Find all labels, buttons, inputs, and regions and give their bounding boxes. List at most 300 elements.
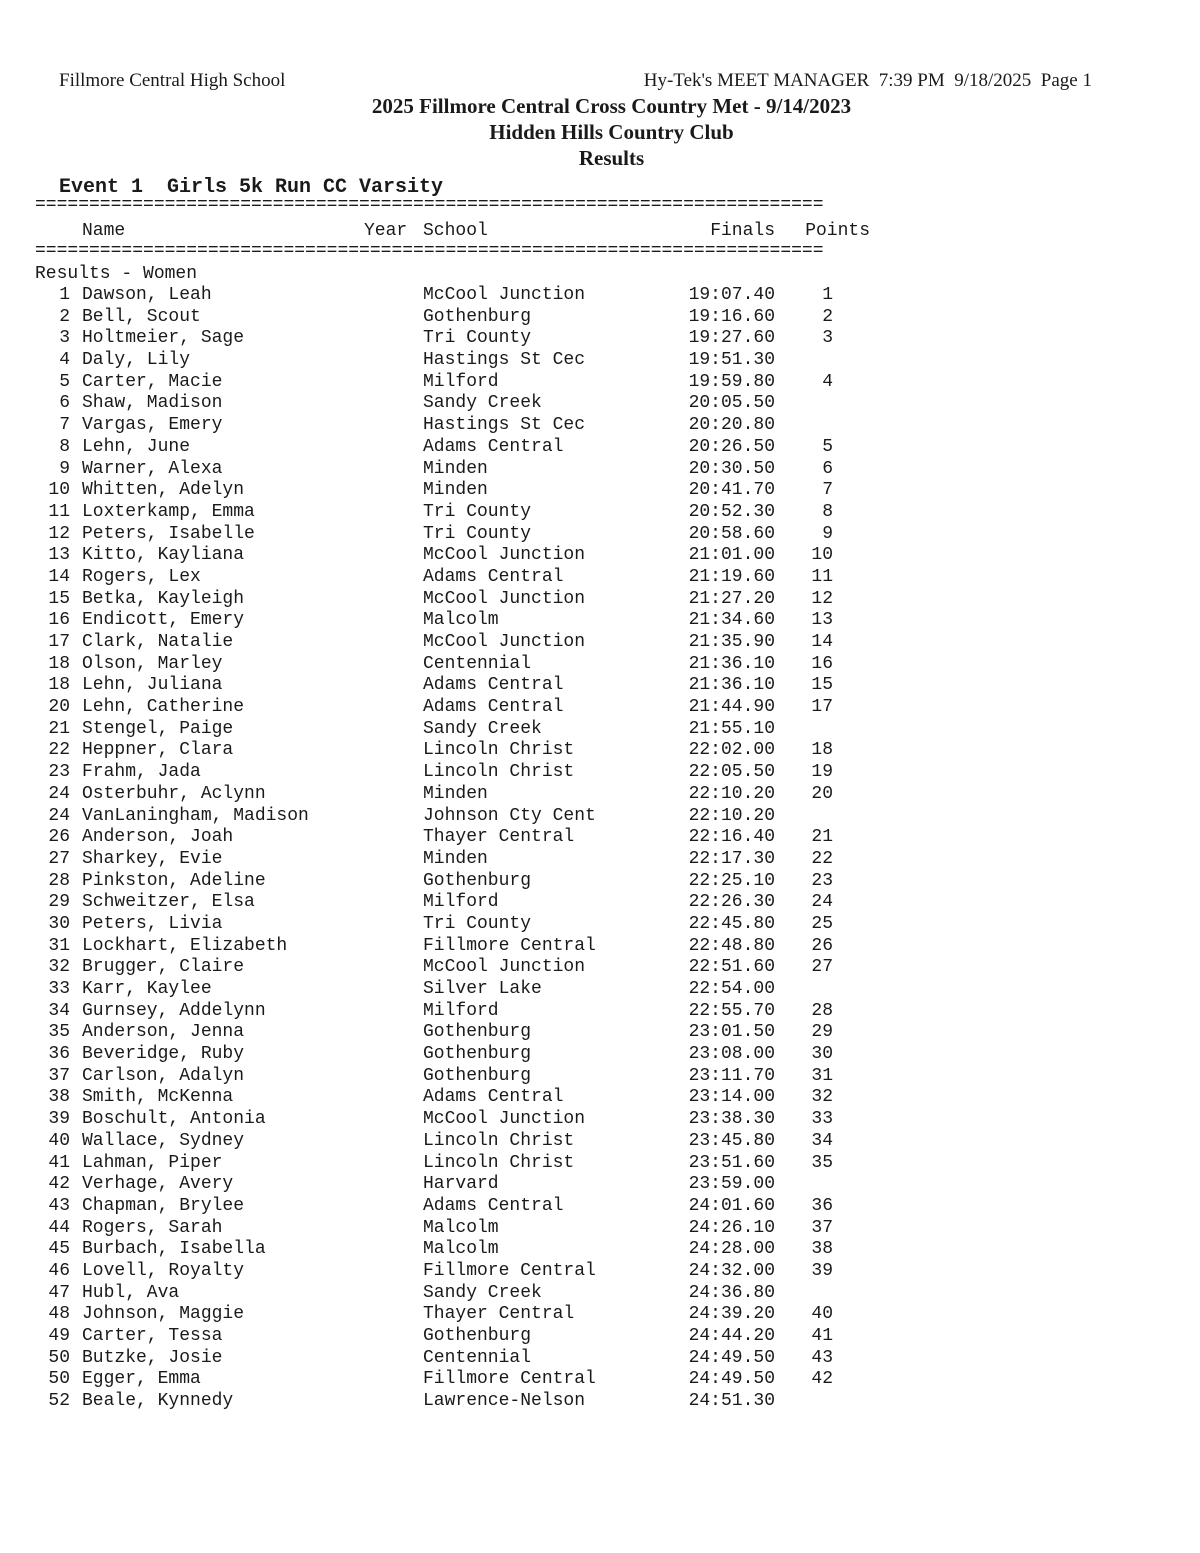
result-points: 37 [811, 1217, 833, 1238]
result-points: 34 [811, 1130, 833, 1151]
result-place: 40 [48, 1130, 70, 1151]
result-points: 7 [822, 480, 833, 501]
result-points: 8 [822, 501, 833, 522]
result-finals-time: 19:27.60 [688, 328, 775, 349]
result-row [0, 1369, 900, 1391]
result-points: 16 [811, 653, 833, 674]
result-finals-time: 22:25.10 [688, 870, 775, 891]
result-school: McCool Junction [423, 1109, 586, 1130]
result-place: 29 [48, 892, 70, 913]
result-row [0, 1326, 900, 1348]
result-school: Thayer Central [423, 1304, 575, 1325]
result-name: Anderson, Jenna [82, 1022, 245, 1043]
result-place: 32 [48, 957, 70, 978]
result-school: Tri County [423, 501, 532, 522]
result-points: 33 [811, 1109, 833, 1130]
result-finals-time: 23:51.60 [688, 1152, 775, 1173]
result-name: VanLaningham, Madison [82, 805, 309, 826]
result-place: 17 [48, 632, 70, 652]
result-points: 35 [811, 1152, 833, 1173]
result-place: 42 [48, 1174, 70, 1195]
result-place: 21 [48, 718, 70, 739]
result-place: 28 [48, 870, 70, 891]
result-points: 25 [811, 913, 833, 934]
result-finals-time: 21:44.90 [688, 697, 775, 718]
result-row [0, 654, 900, 676]
result-name: Betka, Kayleigh [82, 588, 245, 609]
result-name: Vargas, Emery [82, 415, 223, 436]
result-row [0, 871, 900, 893]
result-row [0, 1044, 900, 1066]
result-school: Hastings St Cec [423, 350, 586, 371]
venue-name: Hidden Hills Country Club [489, 120, 734, 144]
result-place: 27 [48, 848, 70, 869]
result-name: Peters, Livia [82, 913, 223, 934]
result-school: Gothenburg [423, 306, 532, 327]
result-finals-time: 21:36.10 [688, 675, 775, 696]
result-row [0, 1087, 900, 1109]
result-place: 13 [48, 545, 70, 566]
result-school: McCool Junction [423, 957, 586, 978]
result-points: 5 [822, 436, 833, 457]
result-row [0, 892, 900, 914]
result-row [0, 675, 900, 697]
section-label: Results - Women [35, 264, 198, 284]
result-name: Schweitzer, Elsa [82, 892, 255, 913]
result-name: Stengel, Paige [82, 718, 234, 739]
result-school: Lincoln Christ [423, 740, 575, 761]
result-name: Carter, Macie [82, 371, 223, 392]
result-name: Carlson, Adalyn [82, 1065, 245, 1086]
result-place: 4 [59, 350, 70, 371]
result-finals-time: 22:17.30 [688, 848, 775, 869]
result-finals-time: 23:01.50 [688, 1022, 775, 1043]
result-points: 42 [811, 1369, 833, 1390]
result-points: 2 [822, 306, 833, 327]
result-place: 18 [48, 653, 70, 674]
result-points: 17 [811, 697, 833, 718]
result-name: Gurnsey, Addelynn [82, 1000, 266, 1021]
result-points: 36 [811, 1195, 833, 1216]
result-finals-time: 22:51.60 [688, 957, 775, 978]
result-points: 3 [822, 328, 833, 349]
result-school: Lincoln Christ [423, 1130, 575, 1151]
result-name: Burbach, Isabella [82, 1239, 266, 1260]
result-place: 11 [48, 501, 70, 522]
result-name: Clark, Natalie [82, 632, 234, 652]
result-name: Daly, Lily [82, 350, 191, 371]
result-place: 48 [48, 1304, 70, 1325]
result-row [0, 307, 900, 329]
result-school: Gothenburg [423, 1065, 532, 1086]
result-place: 18 [48, 675, 70, 696]
result-points: 24 [811, 892, 833, 913]
result-row [0, 1001, 900, 1023]
result-finals-time: 23:38.30 [688, 1109, 775, 1130]
result-row [0, 350, 900, 372]
result-row [0, 524, 900, 546]
result-row [0, 1109, 900, 1131]
result-school: Adams Central [423, 1195, 564, 1216]
result-school: Milford [423, 1000, 499, 1021]
result-points: 28 [811, 1000, 833, 1021]
result-finals-time: 19:07.40 [688, 285, 775, 305]
result-row [0, 632, 900, 654]
result-school: Malcolm [423, 1217, 499, 1238]
result-finals-time: 21:27.20 [688, 588, 775, 609]
result-row [0, 1304, 900, 1326]
result-row [0, 784, 900, 806]
result-row [0, 459, 900, 481]
result-place: 52 [48, 1391, 70, 1412]
result-points: 18 [811, 740, 833, 761]
result-name: Smith, McKenna [82, 1087, 234, 1108]
result-finals-time: 24:26.10 [688, 1217, 775, 1238]
result-finals-time: 20:58.60 [688, 523, 775, 544]
result-finals-time: 19:59.80 [688, 371, 775, 392]
result-row [0, 393, 900, 415]
result-finals-time: 22:48.80 [688, 935, 775, 956]
result-row [0, 1239, 900, 1261]
result-points: 15 [811, 675, 833, 696]
result-name: Holtmeier, Sage [82, 328, 245, 349]
result-name: Beveridge, Ruby [82, 1044, 245, 1065]
result-points: 4 [822, 371, 833, 392]
result-row [0, 415, 900, 437]
result-school: Milford [423, 892, 499, 913]
result-place: 12 [48, 523, 70, 544]
result-row [0, 1131, 900, 1153]
result-place: 47 [48, 1282, 70, 1303]
result-place: 37 [48, 1065, 70, 1086]
result-place: 39 [48, 1109, 70, 1130]
result-name: Dawson, Leah [82, 285, 212, 305]
result-name: Sharkey, Evie [82, 848, 223, 869]
result-finals-time: 22:26.30 [688, 892, 775, 913]
result-row [0, 372, 900, 394]
result-name: Carter, Tessa [82, 1326, 223, 1346]
result-place: 45 [48, 1239, 70, 1260]
result-school: Adams Central [423, 675, 564, 696]
result-name: Warner, Alexa [82, 458, 223, 479]
report-type-heading: Results [578, 146, 645, 170]
result-school: Lawrence-Nelson [423, 1391, 586, 1412]
result-name: Endicott, Emery [82, 610, 245, 631]
result-finals-time: 24:49.50 [688, 1347, 775, 1368]
result-school: Centennial [423, 653, 532, 674]
result-place: 2 [59, 306, 70, 327]
result-place: 16 [48, 610, 70, 631]
result-finals-time: 20:41.70 [688, 480, 775, 501]
column-header-finals: Finals [710, 221, 775, 241]
result-name: Anderson, Joah [82, 827, 234, 848]
result-finals-time: 24:39.20 [688, 1304, 775, 1325]
result-place: 26 [48, 827, 70, 848]
result-name: Frahm, Jada [82, 762, 201, 783]
result-place: 30 [48, 913, 70, 934]
result-school: Fillmore Central [423, 1369, 596, 1390]
result-place: 46 [48, 1260, 70, 1281]
result-place: 23 [48, 762, 70, 783]
result-name: Rogers, Lex [82, 566, 201, 587]
result-points: 20 [811, 783, 833, 804]
result-points: 19 [811, 762, 833, 783]
result-name: Lehn, Catherine [82, 697, 245, 718]
result-school: McCool Junction [423, 545, 586, 566]
result-finals-time: 20:26.50 [688, 436, 775, 457]
result-name: Lovell, Royalty [82, 1260, 245, 1281]
result-place: 10 [48, 480, 70, 501]
result-points: 10 [811, 545, 833, 566]
result-row [0, 806, 900, 828]
result-school: Hastings St Cec [423, 415, 586, 436]
result-finals-time: 23:45.80 [688, 1130, 775, 1151]
result-finals-time: 24:32.00 [688, 1260, 775, 1281]
result-place: 24 [48, 805, 70, 826]
result-school: Adams Central [423, 697, 564, 718]
result-name: Kitto, Kayliana [82, 545, 245, 566]
result-name: Johnson, Maggie [82, 1304, 245, 1325]
result-place: 31 [48, 935, 70, 956]
result-name: Rogers, Sarah [82, 1217, 223, 1238]
result-name: Whitten, Adelyn [82, 480, 245, 501]
result-name: Pinkston, Adeline [82, 870, 266, 891]
result-place: 33 [48, 979, 70, 999]
result-name: Beale, Kynnedy [82, 1391, 234, 1412]
result-row [0, 1022, 900, 1044]
result-points: 39 [811, 1260, 833, 1281]
result-name: Olson, Marley [82, 653, 223, 674]
result-place: 41 [48, 1152, 70, 1173]
result-school: Fillmore Central [423, 1260, 596, 1281]
result-place: 50 [48, 1347, 70, 1368]
result-row [0, 502, 900, 524]
result-row [0, 1066, 900, 1088]
result-name: Egger, Emma [82, 1369, 201, 1390]
result-row [0, 936, 900, 958]
result-school: Minden [423, 458, 488, 479]
result-finals-time: 22:05.50 [688, 762, 775, 783]
result-name: Peters, Isabelle [82, 523, 255, 544]
result-school: Centennial [423, 1347, 532, 1368]
result-place: 14 [48, 566, 70, 587]
host-school: Fillmore Central High School [59, 70, 286, 91]
result-place: 22 [48, 740, 70, 761]
result-name: Karr, Kaylee [82, 979, 212, 999]
result-finals-time: 21:19.60 [688, 566, 775, 587]
result-row [0, 1153, 900, 1175]
result-finals-time: 22:54.00 [688, 979, 775, 999]
result-name: Lehn, Juliana [82, 675, 223, 696]
column-header-points: Points [805, 221, 870, 241]
meet-title: 2025 Fillmore Central Cross Country Met - 9/14/2023 [371, 94, 852, 118]
result-name: Osterbuhr, Aclynn [82, 783, 266, 804]
result-school: Fillmore Central [423, 935, 596, 956]
result-finals-time: 20:52.30 [688, 501, 775, 522]
result-place: 5 [59, 371, 70, 392]
result-points: 22 [811, 848, 833, 869]
result-school: Silver Lake [423, 979, 542, 999]
result-place: 36 [48, 1044, 70, 1065]
result-finals-time: 22:10.20 [688, 783, 775, 804]
result-name: Lockhart, Elizabeth [82, 935, 288, 956]
result-row [0, 1218, 900, 1240]
result-school: Gothenburg [423, 1326, 532, 1346]
divider-bottom: ========================================================================= [35, 246, 824, 256]
result-place: 3 [59, 328, 70, 349]
result-points: 23 [811, 870, 833, 891]
result-place: 20 [48, 697, 70, 718]
result-finals-time: 20:30.50 [688, 458, 775, 479]
result-finals-time: 22:16.40 [688, 827, 775, 848]
result-points: 43 [811, 1347, 833, 1368]
result-points: 40 [811, 1304, 833, 1325]
result-place: 8 [59, 436, 70, 457]
software-timestamp-line: Hy-Tek's MEET MANAGER 7:39 PM 9/18/2025 Page 1 [643, 70, 1092, 91]
result-name: Heppner, Clara [82, 740, 234, 761]
result-finals-time: 22:55.70 [688, 1000, 775, 1021]
result-school: Tri County [423, 913, 532, 934]
result-row [0, 1348, 900, 1370]
result-row [0, 719, 900, 741]
result-school: Minden [423, 480, 488, 501]
result-row [0, 849, 900, 871]
result-points: 11 [811, 566, 833, 587]
result-points: 21 [811, 827, 833, 848]
result-place: 34 [48, 1000, 70, 1021]
result-finals-time: 23:08.00 [688, 1044, 775, 1065]
result-finals-time: 19:51.30 [688, 350, 775, 371]
result-school: Harvard [423, 1174, 499, 1195]
result-row [0, 285, 900, 307]
result-school: Sandy Creek [423, 1282, 542, 1303]
result-school: Malcolm [423, 1239, 499, 1260]
result-name: Chapman, Brylee [82, 1195, 245, 1216]
result-name: Wallace, Sydney [82, 1130, 245, 1151]
result-name: Brugger, Claire [82, 957, 245, 978]
result-finals-time: 21:35.90 [688, 632, 775, 652]
result-row [0, 610, 900, 632]
result-place: 24 [48, 783, 70, 804]
result-school: Lincoln Christ [423, 1152, 575, 1173]
result-school: Tri County [423, 328, 532, 349]
result-finals-time: 24:36.80 [688, 1282, 775, 1303]
result-row [0, 914, 900, 936]
result-school: McCool Junction [423, 285, 586, 305]
result-points: 29 [811, 1022, 833, 1043]
result-school: Sandy Creek [423, 718, 542, 739]
column-header-year: Year [364, 221, 408, 241]
divider-top: ========================================================================= [35, 200, 824, 210]
result-finals-time: 23:59.00 [688, 1174, 775, 1195]
result-school: Lincoln Christ [423, 762, 575, 783]
result-finals-time: 22:02.00 [688, 740, 775, 761]
result-row [0, 1174, 900, 1196]
result-row [0, 957, 900, 979]
result-place: 35 [48, 1022, 70, 1043]
result-points: 27 [811, 957, 833, 978]
result-place: 50 [48, 1369, 70, 1390]
result-name: Loxterkamp, Emma [82, 501, 255, 522]
result-school: Adams Central [423, 436, 564, 457]
result-row [0, 762, 900, 784]
result-points: 6 [822, 458, 833, 479]
result-school: Gothenburg [423, 1044, 532, 1065]
result-points: 12 [811, 588, 833, 609]
result-finals-time: 24:51.30 [688, 1391, 775, 1412]
result-finals-time: 22:10.20 [688, 805, 775, 826]
result-name: Shaw, Madison [82, 393, 223, 414]
result-row [0, 1283, 900, 1305]
result-finals-time: 24:01.60 [688, 1195, 775, 1216]
result-points: 32 [811, 1087, 833, 1108]
result-points: 38 [811, 1239, 833, 1260]
result-school: Adams Central [423, 1087, 564, 1108]
result-school: Tri County [423, 523, 532, 544]
result-finals-time: 21:36.10 [688, 653, 775, 674]
result-row [0, 437, 900, 459]
result-finals-time: 19:16.60 [688, 306, 775, 327]
result-points: 1 [822, 285, 833, 305]
result-row [0, 979, 900, 1001]
result-name: Butzke, Josie [82, 1347, 223, 1368]
result-name: Lehn, June [82, 436, 191, 457]
result-finals-time: 23:14.00 [688, 1087, 775, 1108]
result-place: 38 [48, 1087, 70, 1108]
result-place: 1 [59, 285, 70, 305]
result-finals-time: 24:49.50 [688, 1369, 775, 1390]
result-school: Johnson Cty Cent [423, 805, 596, 826]
result-finals-time: 22:45.80 [688, 913, 775, 934]
event-title: Event 1 Girls 5k Run CC Varsity [59, 176, 444, 199]
result-row [0, 1261, 900, 1283]
result-row [0, 589, 900, 611]
result-school: Gothenburg [423, 1022, 532, 1043]
result-name: Bell, Scout [82, 306, 201, 327]
column-header-school: School [423, 221, 488, 241]
result-points: 30 [811, 1044, 833, 1065]
result-row [0, 545, 900, 567]
result-points: 14 [811, 632, 833, 652]
result-finals-time: 20:20.80 [688, 415, 775, 436]
result-points: 26 [811, 935, 833, 956]
result-finals-time: 20:05.50 [688, 393, 775, 414]
result-place: 44 [48, 1217, 70, 1238]
result-school: McCool Junction [423, 588, 586, 609]
result-points: 9 [822, 523, 833, 544]
result-name: Hubl, Ava [82, 1282, 180, 1303]
result-school: Milford [423, 371, 499, 392]
result-place: 43 [48, 1195, 70, 1216]
result-school: Minden [423, 783, 488, 804]
result-row [0, 567, 900, 589]
result-points: 41 [811, 1326, 833, 1346]
result-finals-time: 24:44.20 [688, 1326, 775, 1346]
result-row [0, 740, 900, 762]
result-points: 13 [811, 610, 833, 631]
result-school: Thayer Central [423, 827, 575, 848]
result-row [0, 827, 900, 849]
results-table [0, 285, 900, 1413]
result-school: Adams Central [423, 566, 564, 587]
result-finals-time: 21:34.60 [688, 610, 775, 631]
result-school: McCool Junction [423, 632, 586, 652]
result-row [0, 328, 900, 350]
result-school: Gothenburg [423, 870, 532, 891]
result-finals-time: 21:55.10 [688, 718, 775, 739]
result-place: 9 [59, 458, 70, 479]
result-finals-time: 21:01.00 [688, 545, 775, 566]
